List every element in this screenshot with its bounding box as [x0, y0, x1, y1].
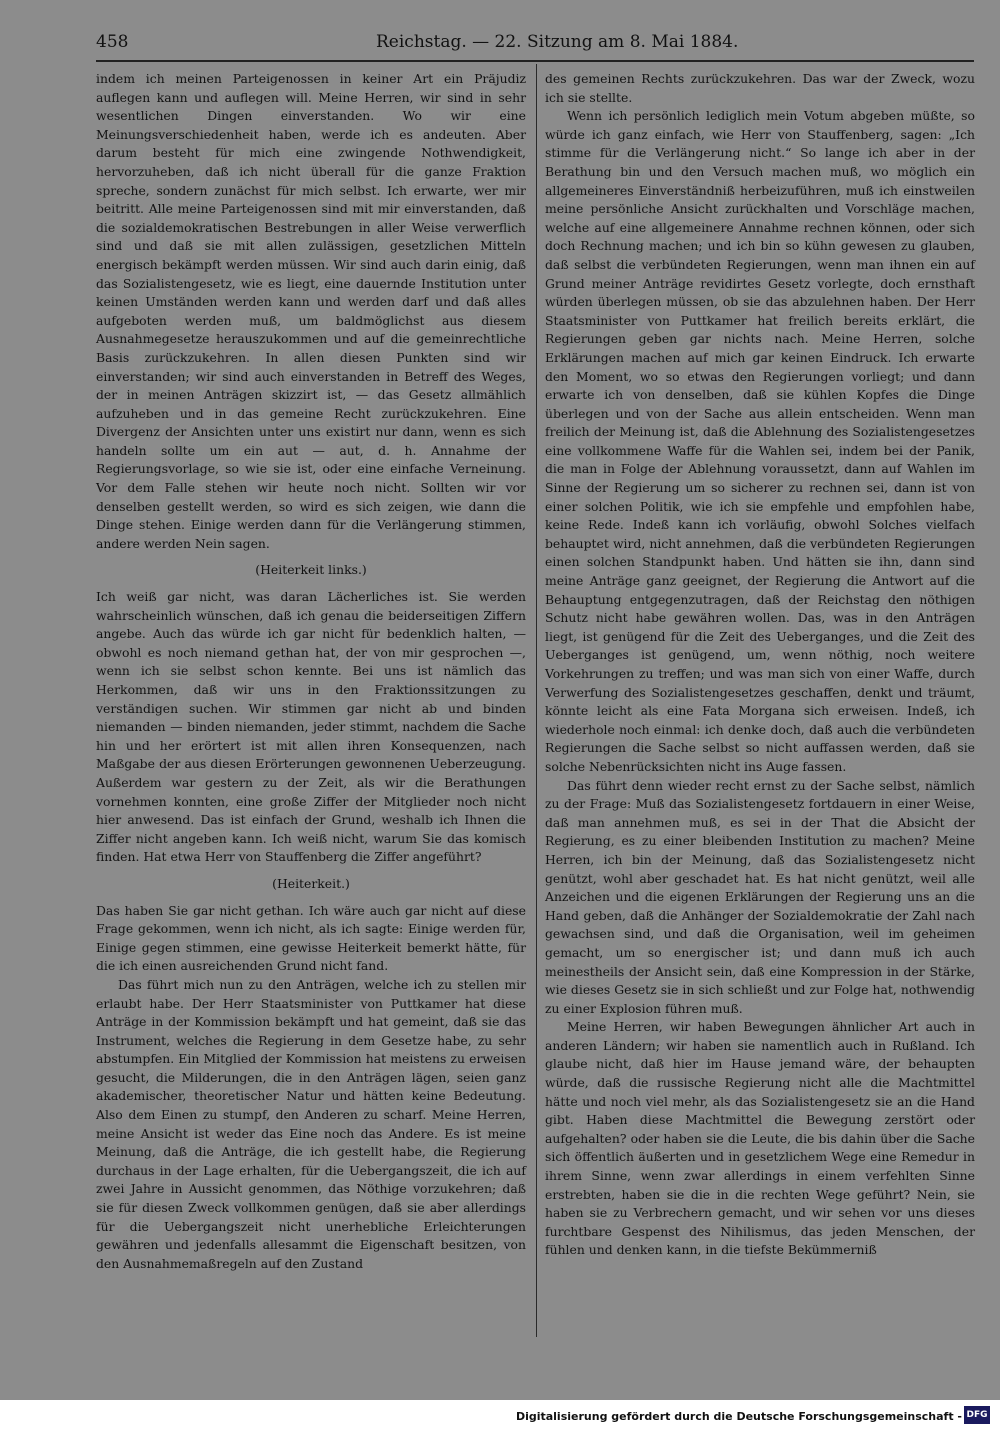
interjection: (Heiterkeit links.) — [255, 562, 367, 578]
running-title: Reichstag. — 22. Sitzung am 8. Mai 1884. — [376, 32, 739, 52]
column-divider — [536, 64, 537, 1337]
footer — [0, 1400, 1000, 1432]
right-column — [545, 70, 975, 1260]
interjection: (Heiterkeit.) — [272, 875, 350, 891]
paragraph: Das führt mich nun zu den Anträgen, welche ich zu stellen mir erlaubt habe. Der Herr Staatsminister von Puttkamer hat diese Anträge in der Kommission bekämpft und hat gemeint, daß sie das Instrument, welches die Regierung in dem Gesetze habe, zu sehr abstumpfen. Ein Mitglied der Kommission hat meistens zu erweisen gesucht, die Milderungen, die in den Anträgen lägen, seien ganz akademischer, theoretischer Natur und hätten keine Bedeutung. Also dem Einen zu stumpf, den Anderen zu scharf. Meine Herren, meine Ansicht ist weder das Eine noch das Andere. Es ist meine Meinung, daß die Anträge, die ich gestellt habe, die Regierung durchaus in der Lage erhalten, für die Uebergangszeit, die ich auf zwei Jahre in Aussicht genommen, das Nöthige vorzukehren; daß sie für diesen Zweck vollkommen genügen, daß sie aber allerdings für die Uebergangszeit nicht unerhebliche Erleichterungen gewähren und jedenfalls allesammt die Eigenschaft besitzen, von den Ausnahmemaßregeln auf den Zustand — [96, 976, 526, 1271]
paragraph: Das führt denn wieder recht ernst zu der Sache selbst, nämlich zu der Frage: Muß das Sozialistengesetz fortdauern in einer Weise, daß man annehmen muß, es sei in der That die Absicht der Regierung, es zu einer bleibenden Institution zu machen? Meine Herren, ich bin der Meinung, daß das Sozialistengesetz nicht genützt, wohl aber geschadet hat. Es hat nicht genützt, weil alle Anzeichen und die eigenen Erklärungen der Regierung uns an die Hand geben, daß die Anhänger der Sozialdemokratie der Zahl nach gewachsen sind, und daß die Organisation, weil im geheimen gemacht, um so energischer ist; und dann muß ich auch meinestheils der Ansicht sein, daß eine Kompression in der Stärke, wie dieses Gesetz sie in sich schließt und zur Folge hat, nothwendig zu einer Explosion führen muß. — [545, 777, 975, 1016]
dfg-logo: DFG — [964, 1406, 990, 1424]
funding-note: Digitalisierung gefördert durch die Deutsche Forschungsgemeinschaft - — [515, 1410, 962, 1423]
left-column — [96, 70, 526, 1273]
paragraph: Meine Herren, wir haben Bewegungen ähnlicher Art auch in anderen Ländern; wir haben sie namentlich auch in Rußland. Ich glaube nicht, daß hier im Hause jemand wäre, der behaupten würde, daß die russische Regierung nicht alle die Machtmittel hätte und noch viel mehr, als das Sozialistengesetz sie an die Hand gibt. Haben diese Machtmittel die Bewegung zerstört oder aufgehalten? oder haben sie die Leute, die bis dahin über die Sache sich öffentlich äußerten und in gesetzlichem Wege eine Remedur in ihrem Sinne, wenn zwar allerdings in einem verfehlten Sinne erstrebten, haben sie die in die rechten Wege geführt? Nein, sie haben sie zu Verbrechern gemacht, und wir sehen vor uns dieses furchtbare Gespenst des Nihilismus, das jeden Menschen, der fühlen und denken kann, in die tiefste Bekümmerniß — [545, 1019, 975, 1258]
paragraph: Wenn ich persönlich lediglich mein Votum abgeben müßte, so würde ich ganz einfach, wie Herr von Stauffenberg, sagen: „Ich stimme für die Verlängerung nicht.“ So lange ich aber in der Berathung bin und den Versuch machen muß, wo möglich ein allgemeineres Einverständniß herbeizuführen, muß ich einstweilen meine persönliche Ansicht zurückhalten und Vorschläge machen, welche auf eine allgemeinere Annahme rechnen können, oder sich doch Rechnung machen; und ich bin so kühn gewesen zu glauben, daß selbst die verbündeten Regierungen, wenn man ihnen ein auf Grund meiner Anträge revidirtes Gesetz vorlegte, doch ernsthaft würden überlegen müssen, ob sie das abzulehnen haben. Der Herr Staatsminister von Puttkamer hat freilich bereits erklärt, die Regierungen geben gar nichts nach. Meine Herren, solche Erklärungen machen auf mich gar keinen Eindruck. Ich erwarte den Moment, wo so etwas den Regierungen vorliegt; und dann erwarte ich von denselben, daß sie kühlen Kopfes die Dinge überlegen und von der Sache aus allein entscheiden. Wenn man freilich der Meinung ist, daß die Ablehnung des Sozialistengesetzes eine vollkommene Waffe für die Wahlen sei, indem bei der Panik, die man in Folge der Ablehnung voraussetzt, dann auf Wahlen im Sinne der Regierung um so sicherer zu rechnen sei, dann ist von einer solchen Politik, wie ich sie empfehle und empfohlen habe, keine Rede. Indeß kann ich vorläufig, obwohl Solches vielfach behauptet wird, nicht annehmen, daß die verbündeten Regierungen einen solchen Standpunkt haben. Und hätten sie ihn, dann sind meine Anträge ganz geeignet, der Regierung die Antwort auf die Behauptung entgegenzutragen, daß der Reichstag den nöthigen Schutz nicht habe gewähren wollen. Das, was in den Anträgen liegt, ist genügend für die Zeit des Ueberganges, und die Zeit des Ueberganges ist genügend, um, wenn nöthig, noch weitere Vorkehrungen zu treffen; und was man sich von einer Waffe, durch Verwerfung des Sozialistengesetzes geschaffen, denkt und träumt, könnte leicht als eine Fata Morgana sich erweisen. Indeß, ich wiederhole noch einmal: ich denke doch, daß auch die verbündeten Regierungen die Sache selbst so nicht auffassen werden, daß sie solche Nebenrücksichten nicht ins Auge fassen. — [545, 108, 975, 774]
paragraph: Das haben Sie gar nicht gethan. Ich wäre auch gar nicht auf diese Frage gekommen, wenn ich nicht, als ich sagte: Einige werden für, Einige gegen stimmen, eine gewisse Heiterkeit bemerkt hätte, für die ich einen ausreichenden Grund nicht fand. — [96, 902, 526, 974]
page-header — [96, 30, 976, 58]
paragraph: des gemeinen Rechts zurückzukehren. Das war der Zweck, wozu ich sie stellte. — [545, 71, 975, 105]
paragraph: indem ich meinen Parteigenossen in keiner Art ein Präjudiz auflegen kann und auflegen will. Meine Herren, wir sind in sehr wesentlichen Dingen einverstanden. Wo wir eine Meinungsverschiedenheit haben, werde ich es andeuten. Aber darum besteht für mich eine zwingende Nothwendigkeit, hervorzuheben, daß ich nicht überall für die ganze Fraktion spreche, sondern zunächst für mich selbst. Ich erwarte, wer mir beitritt. Alle meine Parteigenossen sind mit mir einverstanden, daß die sozialdemokratischen Bestrebungen in aller Weise verwerflich sind und daß sie mit allen zulässigen, gesetzlichen Mitteln energisch bekämpft werden müssen. Wir sind auch darin einig, daß das Sozialistengesetz, wie es liegt, eine dauernde Institution unter keinen Umständen werden kann und werden darf und daß alles aufgeboten werden muß, um baldmöglichst aus diesem Ausnahmegesetze herauszukommen und auf die gemeinrechtliche Basis zurückzukehren. In allen diesen Punkten sind wir einverstanden; wir sind auch einverstanden in Betreff des Weges, der in meinen Anträgen skizzirt ist, — das Gesetz allmählich aufzuheben und in das gemeine Recht zurückzukehren. Eine Divergenz der Ansichten unter uns existirt nur dann, wenn es sich handeln sollte um ein aut — aut, d. h. Annahme der Regierungsvorlage, so wie sie ist, oder eine einfache Verneinung. Vor dem Falle stehen wir heute noch nicht. Sollten wir vor denselben gestellt werden, so wird es sich zeigen, wie dann die Dinge stehen. Einige werden dann für die Verlängerung stimmen, andere werden Nein sagen. — [96, 71, 526, 551]
page-number: 458 — [96, 32, 129, 52]
paragraph: Ich weiß gar nicht, was daran Lächerliches ist. Sie werden wahrscheinlich wünschen, daß ich genau die beiderseitigen Ziffern angebe. Auch das würde ich gar nicht für bedenklich halten, — obwohl es noch niemand gethan hat, der von mir gesprochen —, wenn ich sie selbst schon kennte. Bei uns ist nämlich das Herkommen, daß wir uns in den Fraktionssitzungen zu verständigen suchen. Wir stimmen gar nicht ab und binden niemanden — binden niemanden, jeder stimmt, nachdem die Sache hin und her erörtert ist mit allen ihren Konsequenzen, nach Maßgabe der aus diesen Erörterungen gewonnenen Ueberzeugung. Außerdem war gestern zu der Zeit, als wir die Berathungen vornehmen konnten, eine große Ziffer der Mitglieder noch nicht hier anwesend. Das ist einfach der Grund, weshalb ich Ihnen die Ziffer nicht angeben kann. Ich weiß nicht, warum Sie das komisch finden. Hat etwa Herr von Stauffenberg die Ziffer angeführt? — [96, 589, 526, 865]
header-rule — [96, 60, 974, 62]
